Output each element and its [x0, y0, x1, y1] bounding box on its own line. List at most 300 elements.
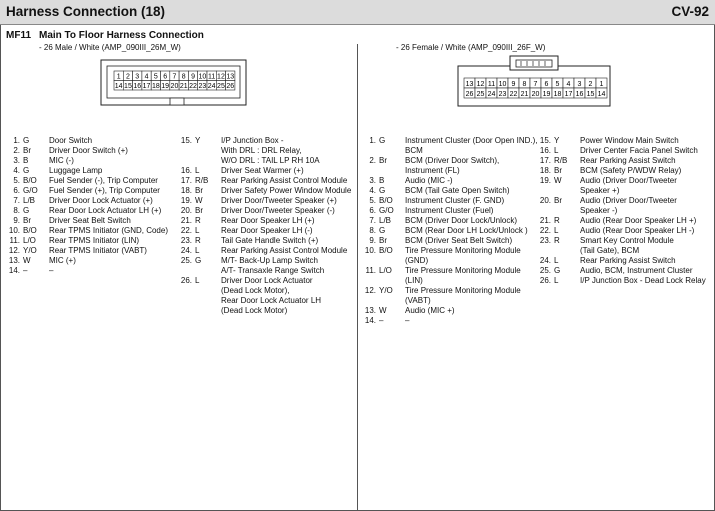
pin-description: Smart Key Control Module: [580, 236, 674, 245]
wire-color: Br: [554, 166, 562, 175]
pin-row: [6, 146, 168, 156]
pin-description: Driver Door/Tweeter Speaker (+): [221, 196, 337, 205]
wire-color: L/O: [23, 236, 36, 245]
wire-color: R: [195, 236, 201, 245]
pin-description: Instrument Cluster (F. GND): [405, 196, 505, 205]
pin-row: [178, 236, 351, 246]
female-pin-number: 22: [509, 91, 518, 98]
male-pin-number: 10: [198, 73, 207, 81]
pin-description: Fuel Sender (+), Trip Computer: [49, 186, 160, 195]
wire-color: L: [195, 226, 200, 235]
pin-description: Rear Parking Assist Switch: [580, 256, 676, 265]
pin-number: 25.: [180, 256, 192, 265]
pin-number: 4.: [13, 166, 20, 175]
pin-description: Audio, BCM, Instrument Cluster: [580, 266, 693, 275]
female-pin-number: 14: [597, 91, 606, 98]
pin-description: Audio (MIC +): [405, 306, 455, 315]
pin-row: [178, 206, 351, 216]
pin-number: 17.: [180, 176, 192, 185]
male-pin-number: 20: [170, 83, 179, 90]
wire-color: B/O: [23, 176, 37, 185]
male-pin-number: 25: [217, 83, 225, 90]
wire-color: L/O: [379, 266, 392, 275]
wire-color: Y: [554, 136, 560, 145]
wire-color: Br: [23, 146, 31, 155]
female-pin-number: 6: [544, 81, 549, 88]
pin-number: 16.: [539, 146, 551, 155]
pin-row: [362, 216, 537, 226]
pin-row: [362, 316, 537, 326]
pin-description: BCM (Tail Gate Open Switch): [405, 186, 510, 195]
wire-color: G: [23, 136, 30, 145]
pin-description: BCM (Driver Seat Belt Switch): [405, 236, 513, 245]
pin-row: [537, 166, 706, 176]
pin-number: 13.: [364, 306, 376, 315]
wire-color: B: [379, 176, 385, 185]
pin-number: 14.: [364, 316, 376, 325]
wire-color: –: [23, 266, 28, 275]
pin-number: 11.: [365, 266, 376, 275]
pin-description: Tail Gate Handle Switch (+): [221, 236, 319, 245]
pin-description: Rear Door Speaker LH (+): [221, 216, 315, 225]
wire-color: G: [195, 256, 202, 265]
pin-row: [537, 236, 706, 246]
pin-number: 23.: [180, 236, 192, 245]
pin-number: 22.: [180, 226, 192, 235]
male-pin-number: 1: [116, 73, 121, 81]
female-pin-number: 10: [498, 81, 507, 88]
pin-description: Fuel Sender (-), Trip Computer: [49, 176, 158, 185]
pin-description: Rear TPMS Initiator (GND, Code): [49, 226, 168, 235]
female-pin-list-1: [362, 136, 537, 326]
pin-row: [362, 306, 537, 316]
pin-row: [537, 186, 706, 196]
pin-row: [362, 176, 537, 186]
female-pin-number: 8: [522, 81, 527, 88]
pin-description: –: [49, 266, 54, 275]
pin-number: 21.: [180, 216, 192, 225]
wire-color: W: [554, 176, 562, 185]
pin-description: Driver Safety Power Window Module: [221, 186, 352, 195]
pin-description: I/P Junction Box - Dead Lock Relay: [580, 276, 706, 285]
pin-row: [537, 226, 706, 236]
pin-row: [537, 246, 706, 256]
male-pin-number: 4: [144, 73, 149, 81]
wire-color: R: [554, 236, 560, 245]
pin-description: W/O DRL : TAIL LP RH 10A: [221, 156, 320, 165]
pin-description: (Dead Lock Motor): [221, 306, 288, 315]
pin-description: MIC (-): [49, 156, 74, 165]
pin-description: Instrument (FL): [405, 166, 460, 175]
wire-color: B/O: [23, 226, 37, 235]
male-pin-number: 14: [114, 83, 123, 90]
male-connector-label: - 26 Male / White (AMP_090III_26M_W): [39, 43, 181, 52]
male-pin-number: 8: [181, 73, 186, 81]
pin-row: [362, 226, 537, 236]
wire-color: Br: [379, 236, 387, 245]
male-pin-list-1: [6, 136, 168, 276]
male-pin-number: 2: [125, 73, 130, 81]
female-pin-number: 23: [498, 91, 507, 98]
pin-description: Tire Pressure Monitoring Module: [405, 246, 521, 255]
wire-color: B/O: [379, 246, 393, 255]
female-pin-number: 24: [487, 91, 496, 98]
male-pin-number: 19: [161, 83, 170, 90]
pin-number: 15.: [539, 136, 551, 145]
pin-description: Rear TPMS Initiator (LIN): [49, 236, 140, 245]
pin-row: [537, 206, 706, 216]
pin-number: 3.: [369, 176, 376, 185]
connector-title: Main To Floor Harness Connection: [39, 30, 204, 41]
pin-description: Power Window Main Switch: [580, 136, 679, 145]
pin-row: [362, 166, 537, 176]
male-pin-number: 18: [151, 83, 160, 90]
wire-color: Br: [379, 156, 387, 165]
pin-number: 20.: [180, 206, 192, 215]
wire-color: G/O: [379, 206, 394, 215]
pin-row: [6, 166, 168, 176]
pin-number: 12.: [8, 246, 20, 255]
pin-row: [178, 226, 351, 236]
page-number: CV-92: [671, 4, 709, 19]
pin-description: BCM (Rear Door LH Lock/Unlock ): [405, 226, 528, 235]
female-pin-number: 1: [599, 81, 604, 88]
pin-row: [6, 246, 168, 256]
pin-row: [178, 276, 351, 286]
pin-description: (VABT): [405, 296, 431, 305]
wire-color: –: [379, 316, 384, 325]
wire-color: L/B: [379, 216, 392, 225]
male-pin-number: 3: [135, 73, 140, 81]
pin-number: 5.: [13, 176, 20, 185]
pin-row: [178, 146, 351, 156]
pin-number: 15.: [180, 136, 192, 145]
pin-row: [6, 256, 168, 266]
wire-color: Br: [554, 196, 562, 205]
pin-row: [178, 176, 351, 186]
pin-number: 10.: [8, 226, 20, 235]
pin-number: 7.: [13, 196, 20, 205]
pin-description: –: [405, 316, 410, 325]
pin-number: 24.: [180, 246, 192, 255]
pin-description: Speaker -): [580, 206, 618, 215]
female-pin-number: 18: [553, 91, 562, 98]
wire-color: R: [195, 216, 201, 225]
wire-color: R: [554, 216, 560, 225]
female-pin-number: 16: [575, 91, 584, 98]
wire-color: B: [23, 156, 29, 165]
wire-color: W: [195, 196, 203, 205]
pin-description: Audio (Rear Door Speaker LH -): [580, 226, 695, 235]
pin-row: [178, 296, 351, 306]
wire-color: G: [379, 226, 386, 235]
female-pin-list-2: [537, 136, 706, 286]
pin-number: 20.: [539, 196, 551, 205]
pin-number: 9.: [369, 236, 376, 245]
pin-number: 12.: [364, 286, 376, 295]
pin-number: 6.: [13, 186, 20, 195]
pin-description: A/T- Transaxle Range Switch: [221, 266, 325, 275]
pin-number: 24.: [539, 256, 551, 265]
pin-row: [178, 166, 351, 176]
pin-row: [537, 146, 706, 156]
pin-row: [362, 156, 537, 166]
wire-color: L: [195, 276, 200, 285]
male-pin-number: 11: [208, 73, 216, 81]
pin-row: [6, 266, 168, 276]
pin-description: M/T- Back-Up Lamp Switch: [221, 256, 318, 265]
pin-description: (Dead Lock Motor),: [221, 286, 290, 295]
pin-number: 19.: [539, 176, 551, 185]
wire-color: L: [195, 166, 200, 175]
pin-number: 10.: [364, 246, 376, 255]
female-connector-diagram: [0, 0, 715, 130]
pin-row: [362, 286, 537, 296]
male-pin-number: 9: [191, 73, 196, 81]
male-pin-number: 16: [133, 83, 142, 90]
pin-row: [362, 186, 537, 196]
pin-description: Tire Pressure Monitoring Module: [405, 286, 521, 295]
pin-number: 5.: [369, 196, 376, 205]
pin-description: BCM (Driver Door Lock/Unlock): [405, 216, 518, 225]
wire-color: Y/O: [23, 246, 37, 255]
wire-color: L: [554, 226, 559, 235]
wire-color: W: [379, 306, 387, 315]
pin-number: 3.: [13, 156, 20, 165]
wire-color: W: [23, 256, 31, 265]
pin-description: Audio (MIC -): [405, 176, 453, 185]
wire-color: G: [23, 166, 30, 175]
pin-row: [537, 196, 706, 206]
male-pin-number: 22: [189, 83, 197, 90]
pin-row: [362, 266, 537, 276]
pin-description: Driver Seat Belt Switch: [49, 216, 131, 225]
pin-row: [362, 276, 537, 286]
female-pin-number: 12: [476, 81, 485, 88]
female-pin-number: 15: [586, 91, 595, 98]
wire-color: Br: [195, 206, 203, 215]
male-pin-number: 24: [207, 83, 216, 90]
pin-row: [6, 156, 168, 166]
pin-number: 4.: [369, 186, 376, 195]
pin-description: Driver Door/Tweeter Speaker (-): [221, 206, 335, 215]
pin-row: [6, 236, 168, 246]
pin-description: Speaker +): [580, 186, 620, 195]
male-pin-number: 15: [124, 83, 132, 90]
pin-number: 23.: [539, 236, 551, 245]
pin-description: Luggage Lamp: [49, 166, 103, 175]
male-pin-number: 26: [226, 83, 235, 90]
pin-row: [178, 156, 351, 166]
wire-color: Y/O: [379, 286, 393, 295]
pin-number: 8.: [369, 226, 376, 235]
pin-description: I/P Junction Box -: [221, 136, 284, 145]
pin-number: 8.: [13, 206, 20, 215]
pin-row: [178, 186, 351, 196]
pin-description: BCM (Safety P/WDW Relay): [580, 166, 682, 175]
pin-row: [6, 186, 168, 196]
wire-color: B/O: [379, 196, 393, 205]
female-pin-number: 9: [511, 81, 516, 88]
pin-description: Driver Door Lock Actuator: [221, 276, 313, 285]
page-title: Harness Connection (18): [6, 4, 166, 19]
pin-number: 18.: [539, 166, 551, 175]
pin-number: 2.: [13, 146, 20, 155]
pin-row: [362, 196, 537, 206]
pin-row: [6, 136, 168, 146]
female-pin-number: 7: [533, 81, 538, 88]
pin-row: [6, 216, 168, 226]
pin-number: 6.: [369, 206, 376, 215]
pin-description: Door Switch: [49, 136, 93, 145]
pin-description: Rear TPMS Initiator (VABT): [49, 246, 147, 255]
pin-number: 25.: [539, 266, 551, 275]
pin-description: Rear Door Speaker LH (-): [221, 226, 313, 235]
pin-description: With DRL : DRL Relay,: [221, 146, 302, 155]
pin-number: 26.: [180, 276, 192, 285]
female-pin-number: 26: [465, 91, 474, 98]
wire-color: L: [554, 256, 559, 265]
pin-row: [537, 266, 706, 276]
pin-description: Audio (Driver Door/Tweeter: [580, 176, 677, 185]
female-pin-number: 20: [531, 91, 540, 98]
wire-color: L: [554, 276, 559, 285]
wire-color: G/O: [23, 186, 38, 195]
pin-row: [178, 216, 351, 226]
pin-description: Instrument Cluster (Fuel): [405, 206, 494, 215]
pin-row: [537, 136, 706, 146]
female-pin-number: 13: [465, 81, 474, 88]
female-pin-number: 4: [566, 81, 571, 88]
pin-description: Tire Pressure Monitoring Module: [405, 266, 521, 275]
wire-color: R/B: [195, 176, 209, 185]
pin-description: Rear Door Lock Actuator LH (+): [49, 206, 162, 215]
pin-number: 26.: [539, 276, 551, 285]
female-pin-number: 5: [555, 81, 560, 88]
pin-description: BCM (Driver Door Switch),: [405, 156, 500, 165]
pin-description: (Tail Gate), BCM: [580, 246, 640, 255]
pin-row: [362, 236, 537, 246]
female-pin-number: 3: [577, 81, 582, 88]
wire-color: G: [554, 266, 561, 275]
pin-description: Audio (Driver Door/Tweeter: [580, 196, 677, 205]
wire-color: L/B: [23, 196, 36, 205]
pin-number: 1.: [369, 136, 376, 145]
pin-description: BCM: [405, 146, 423, 155]
wire-color: G: [23, 206, 30, 215]
pin-row: [178, 246, 351, 256]
pin-row: [6, 196, 168, 206]
pin-description: (LIN): [405, 276, 423, 285]
pin-row: [6, 176, 168, 186]
pin-description: Rear Parking Assist Switch: [580, 156, 676, 165]
female-pin-number: 25: [476, 91, 485, 98]
pin-description: Driver Seat Warmer (+): [221, 166, 304, 175]
pin-row: [362, 296, 537, 306]
pin-row: [537, 176, 706, 186]
pin-number: 14.: [8, 266, 20, 275]
pin-description: (GND): [405, 256, 429, 265]
pin-description: Driver Door Lock Actuator (+): [49, 196, 153, 205]
pin-row: [537, 216, 706, 226]
pin-number: 22.: [539, 226, 551, 235]
pin-description: Rear Parking Assist Control Module: [221, 246, 348, 255]
wire-color: G: [379, 136, 386, 145]
wire-color: Br: [195, 186, 203, 195]
pin-row: [6, 226, 168, 236]
female-pin-number: 21: [520, 91, 529, 98]
pin-row: [178, 266, 351, 276]
pin-description: Instrument Cluster (Door Open IND.),: [405, 136, 538, 145]
female-pin-number: 11: [487, 81, 496, 88]
pin-row: [362, 146, 537, 156]
pin-row: [178, 306, 351, 316]
pin-number: 13.: [8, 256, 20, 265]
pin-number: 1.: [13, 136, 20, 145]
pin-row: [537, 156, 706, 166]
pin-number: 2.: [369, 156, 376, 165]
pin-row: [178, 286, 351, 296]
male-pin-number: 5: [153, 73, 158, 81]
pin-number: 17.: [539, 156, 551, 165]
wire-color: Br: [23, 216, 31, 225]
wire-color: L: [554, 146, 559, 155]
pin-description: Audio (Rear Door Speaker LH +): [580, 216, 697, 225]
wire-color: Y: [195, 136, 201, 145]
pin-row: [362, 256, 537, 266]
female-pin-number: 17: [564, 91, 573, 98]
pin-number: 16.: [180, 166, 192, 175]
pin-row: [362, 206, 537, 216]
female-pin-number: 19: [542, 91, 551, 98]
pin-number: 19.: [180, 196, 192, 205]
male-pin-number: 7: [172, 73, 177, 81]
wire-color: G: [379, 186, 386, 195]
pin-number: 18.: [180, 186, 192, 195]
female-connector-lock: [510, 56, 558, 70]
pin-number: 11.: [9, 236, 20, 245]
female-connector-label: - 26 Female / White (AMP_090III_26F_W): [396, 43, 546, 52]
wire-color: R/B: [554, 156, 568, 165]
pin-row: [537, 276, 706, 286]
pin-row: [362, 136, 537, 146]
male-pin-number: 17: [142, 83, 151, 90]
connector-id: MF11: [6, 30, 32, 41]
female-pin-number: 2: [588, 81, 593, 88]
male-pin-list-2: [178, 136, 351, 316]
pin-description: Driver Door Switch (+): [49, 146, 128, 155]
wire-color: L: [195, 246, 200, 255]
pin-description: Rear Parking Assist Control Module: [221, 176, 348, 185]
pin-row: [178, 196, 351, 206]
pin-row: [362, 246, 537, 256]
pin-number: 9.: [13, 216, 20, 225]
male-pin-number: 6: [163, 73, 168, 81]
pin-number: 21.: [539, 216, 551, 225]
pin-description: Driver Center Facia Panel Switch: [580, 146, 698, 155]
male-pin-number: 12: [217, 73, 225, 81]
male-pin-number: 21: [179, 83, 188, 90]
pin-row: [178, 256, 351, 266]
male-pin-number: 13: [226, 73, 235, 81]
pin-number: 7.: [369, 216, 376, 225]
male-pin-number: 23: [198, 83, 207, 90]
pin-description: MIC (+): [49, 256, 76, 265]
pin-row: [537, 256, 706, 266]
pin-description: Rear Door Lock Actuator LH: [221, 296, 322, 305]
pin-row: [6, 206, 168, 216]
pin-row: [178, 136, 351, 146]
